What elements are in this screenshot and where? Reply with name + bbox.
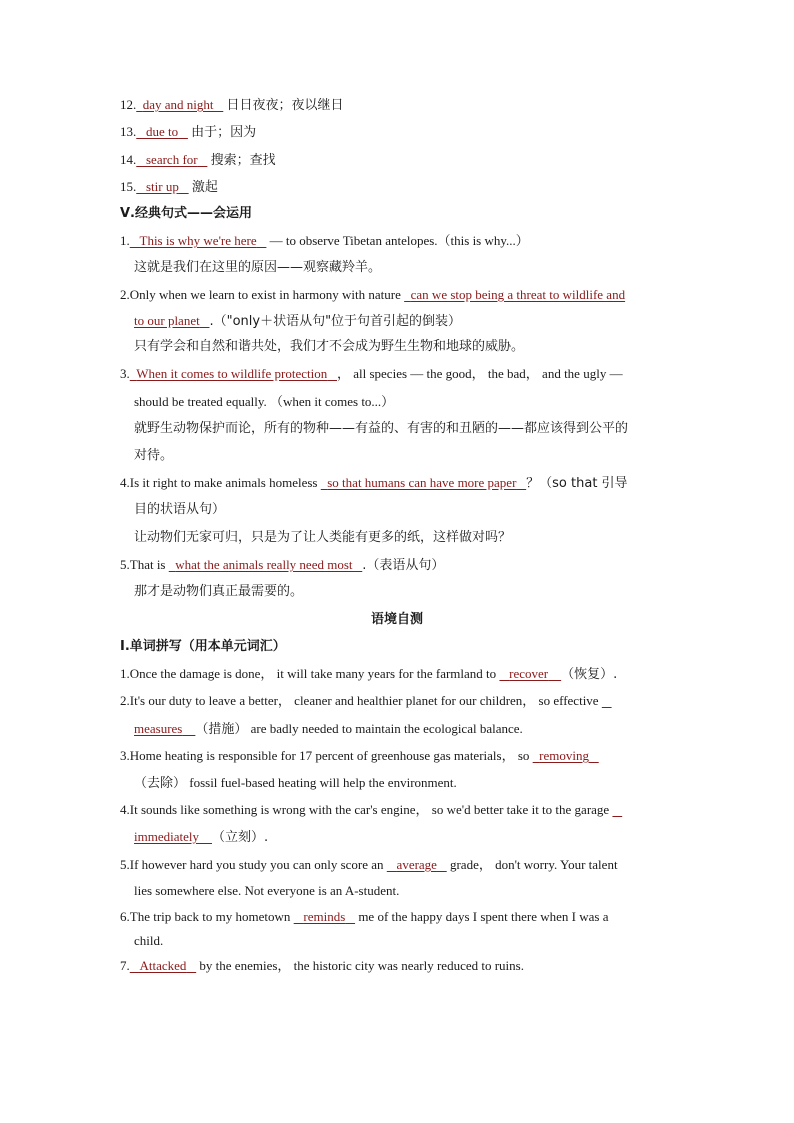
sentence-3: 3. When it comes to wildlife protection ， all species — the good， the bad， and the ugly —: [120, 366, 623, 381]
sentence-1: 1. This is why we're here — to observe Tibetan antelopes.（this is why...）: [120, 233, 529, 248]
phrase-14: [120, 151, 276, 170]
section-title: Ⅰ.单词拼写（用本单元词汇）: [120, 639, 286, 654]
meaning: 由于；因为: [191, 125, 257, 140]
question-6-cont: child.: [134, 933, 164, 948]
answer: stir up: [146, 179, 179, 194]
sentence-3-cont: should be treated equally. （when it comes to...）: [134, 394, 395, 409]
question-5-cont: lies somewhere else. Not everyone is an A-student.: [134, 883, 400, 898]
answer: day and night: [142, 97, 214, 112]
question-4: 4.It sounds like something is wrong with the car's engine， so we'd better take it to the garage: [120, 802, 610, 817]
sentence-4-cn: 让动物们无家可归，只是为了让人类能有更多的纸，这样做对吗？: [134, 530, 512, 545]
sentence-1-cn: 这就是我们在这里的原因——观察藏羚羊。: [134, 260, 382, 275]
answer: search for: [146, 152, 198, 167]
item-number: 14.: [120, 152, 137, 167]
item-number: 15.: [120, 179, 137, 194]
sentence-4: 4.Is it right to make animals homeless so that humans can have more paper ？（so that 引导: [120, 475, 628, 491]
phrase-13: [120, 123, 256, 142]
question-1: 1.Once the damage is done， it will take many years for the farmland to recover （恢复）.: [120, 666, 618, 682]
question-7: 7. Attacked by the enemies， the historic city was nearly reduced to ruins.: [120, 958, 524, 973]
sentence-2-cont: to our planet .（"only＋状语从句"位于句首引起的倒装）: [134, 313, 462, 329]
question-2: 2.It's our duty to leave a better， cleaner and healthier planet for our children， so effective: [120, 693, 599, 708]
sentence-3-cn: 就野生动物保护而论，所有的物种——有益的、有害的和丑陋的——都应该得到公平的: [134, 421, 629, 436]
meaning: 搜索；查找: [210, 153, 276, 168]
question-3-cont: （去除） fossil fuel-based heating will help the environment.: [134, 775, 457, 790]
sentence-5: 5.That is what the animals really need most .（表语从句）: [120, 557, 445, 573]
meaning: 激起: [191, 180, 218, 195]
sentence-2-cn: 只有学会和自然和谐共处，我们才不会成为野生生物和地球的威胁。: [134, 339, 525, 354]
sentence-2: 2.Only when we learn to exist in harmony with nature can we stop being a threat to wildlife and: [120, 287, 626, 302]
self-test-title: 语境自测: [370, 612, 423, 627]
phrase-15: [120, 178, 218, 197]
sentence-4-cont: 目的状语从句）: [134, 502, 226, 517]
sentence-5-cn: 那才是动物们真正最需要的。: [134, 584, 304, 599]
item-number: 12.: [120, 97, 137, 112]
sentence-3-cn-cont: 对待。: [134, 448, 174, 463]
section-title: Ⅴ.经典句式——会运用: [120, 206, 252, 221]
meaning: 日日夜夜；夜以继日: [226, 98, 344, 113]
question-2-cont: measures （措施） are badly needed to maintain the ecological balance.: [134, 721, 523, 736]
question-4-cont: immediately （立刻）.: [134, 829, 269, 845]
answer: due to: [146, 124, 179, 139]
item-number: 13.: [120, 124, 137, 139]
question-3: 3.Home heating is responsible for 17 percent of greenhouse gas materials， so removing: [120, 748, 589, 763]
phrase-12: [120, 96, 344, 115]
question-6: 6.The trip back to my hometown reminds me of the happy days I spent there when I was a: [120, 909, 609, 924]
question-5: 5.If however hard you study you can only score an average grade， don't worry. Your talent: [120, 857, 618, 872]
